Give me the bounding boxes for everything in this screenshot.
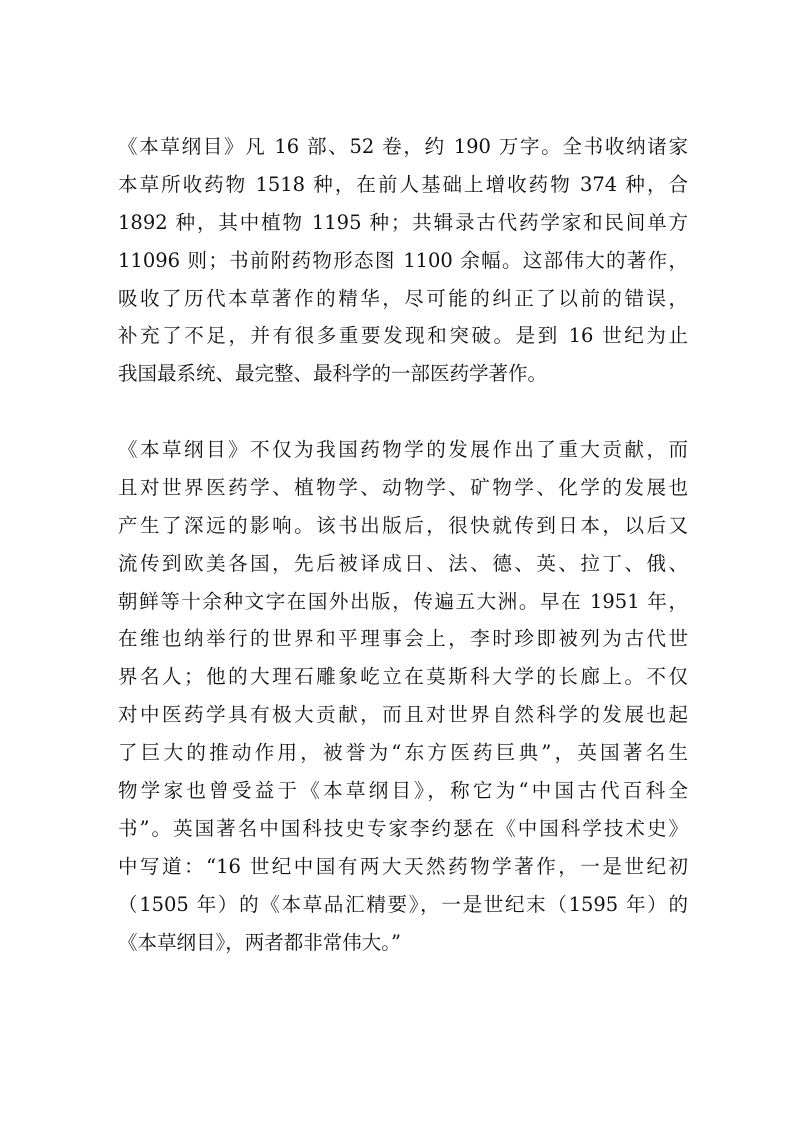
paragraph-line: 了巨大的推动作用，被誉为“东方医药巨典”，英国著名生 bbox=[118, 741, 688, 765]
paragraph-line: 《本草纲目》不仅为我国药物学的发展作出了重大贡献，而 bbox=[118, 438, 688, 461]
paragraph-1 bbox=[118, 128, 688, 393]
paragraph-line: 《本草纲目》，两者都非常伟大。” bbox=[118, 930, 401, 954]
paragraph-line: 补充了不足，并有很多重要发现和突破。是到 16 世纪为止 bbox=[118, 324, 688, 348]
paragraph-line: 且对世界医药学、植物学、动物学、矿物学、化学的发展也 bbox=[118, 475, 688, 499]
paragraph-line: 11096 则；书前附药物形态图 1100 余幅。这部伟大的著作， bbox=[118, 248, 688, 272]
paragraph-line: 1892 种，其中植物 1195 种；共辑录古代药学家和民间单方 bbox=[118, 210, 688, 234]
paragraph-line: 在维也纳举行的世界和平理事会上，李时珍即被列为古代世 bbox=[118, 627, 688, 651]
paragraph-line: 我国最系统、最完整、最科学的一部医药学著作。 bbox=[118, 362, 548, 386]
paragraph-line: 流传到欧美各国，先后被译成日、法、德、英、拉丁、俄、 bbox=[118, 551, 688, 575]
paragraph-line: 朝鲜等十余种文字在国外出版，传遍五大洲。早在 1951 年， bbox=[118, 589, 688, 613]
paragraph-line: 书”。英国著名中国科技史专家李约瑟在《中国科学技术史》 bbox=[118, 816, 688, 840]
paragraph-line: 中写道：“16 世纪中国有两大天然药物学著作，一是世纪初 bbox=[118, 854, 688, 878]
paragraph-line: 本草所收药物 1518 种，在前人基础上增收药物 374 种，合 bbox=[118, 172, 688, 196]
paragraph-line: 吸收了历代本草著作的精华，尽可能的纠正了以前的错误， bbox=[118, 286, 688, 310]
paragraph-line: （1505 年）的《本草品汇精要》，一是世纪末（1595 年）的 bbox=[118, 892, 688, 916]
paragraph-line: 物学家也曾受益于《本草纲目》，称它为“中国古代百科全 bbox=[118, 779, 688, 803]
paragraph-line: 对中医药学具有极大贡献，而且对世界自然科学的发展也起 bbox=[118, 703, 688, 727]
paragraph-line: 产生了深远的影响。该书出版后，很快就传到日本，以后又 bbox=[118, 513, 688, 537]
paragraph-2 bbox=[118, 431, 688, 961]
paragraph-line: 界名人；他的大理石雕象屹立在莫斯科大学的长廊上。不仅 bbox=[118, 665, 688, 689]
paragraph-line: 《本草纲目》凡 16 部、52 卷，约 190 万字。全书收纳诸家 bbox=[118, 135, 688, 158]
